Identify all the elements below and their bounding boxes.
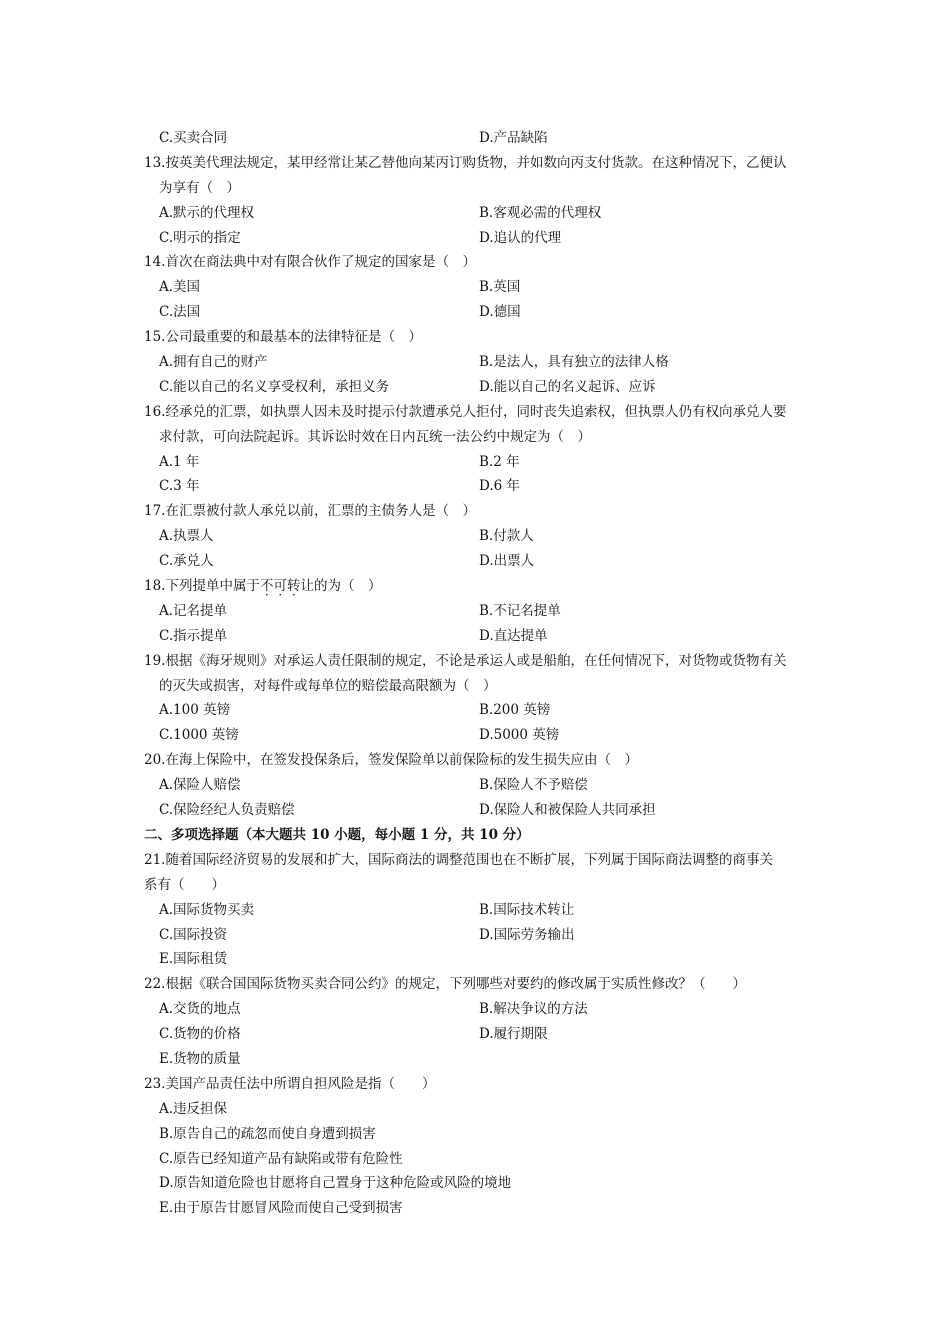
option-d: D.5000 英镑 <box>479 727 560 744</box>
option-b: B.解决争议的方法 <box>479 1001 588 1018</box>
q14-stem: 14.首次在商法典中对有限合伙作了规定的国家是（ ） <box>144 254 476 271</box>
option-c: C.指示提单 <box>159 627 228 644</box>
q21-options-cd <box>144 923 814 948</box>
q21-stem-cont: 系有（ ） <box>144 876 225 893</box>
option-a: A.默示的代理权 <box>159 204 255 221</box>
option-c: C.货物的价格 <box>159 1026 241 1043</box>
q20-options-cd <box>144 798 814 823</box>
option-a: A.保险人赔偿 <box>159 777 241 794</box>
q15-options-cd <box>144 375 814 400</box>
option-c: C.3 年 <box>159 478 200 495</box>
q14-options-ab <box>144 275 814 300</box>
option-b: B.原告自己的疏忽而使自身遭到损害 <box>159 1125 376 1142</box>
option-a: A.交货的地点 <box>159 1001 241 1018</box>
q19-options-ab <box>144 698 814 723</box>
option-b: B.2 年 <box>479 453 520 470</box>
q13-stem-cont: 为享有（ ） <box>159 179 240 196</box>
q13-options-cd <box>144 226 814 251</box>
q16-stem: 16.经承兑的汇票，如执票人因未及时提示付款遭承兑人拒付，同时丧失追索权，但执票人仍有权向承兑人要 <box>144 403 787 420</box>
option-d: D.直达提单 <box>479 627 548 644</box>
q14-options-cd <box>144 300 814 325</box>
option-e: E.由于原告甘愿冒风险而使自己受到损害 <box>159 1200 403 1217</box>
emphasis-char: 不 <box>259 578 274 595</box>
emphasis-char: 可 <box>273 578 287 595</box>
q18-options-cd <box>144 624 814 649</box>
option-b: B.英国 <box>479 279 521 296</box>
option-c: C.1000 英镑 <box>159 727 239 744</box>
q22-options-cd <box>144 1022 814 1047</box>
option-d: D.能以自己的名义起诉、应诉 <box>479 378 656 395</box>
exam-page <box>144 126 814 1221</box>
option-a: A.记名提单 <box>159 602 228 619</box>
option-c: C.法国 <box>159 304 201 321</box>
option-c: C.国际投资 <box>159 926 228 943</box>
option-d: D.履行期限 <box>479 1026 548 1043</box>
q13-stem: 13.按英美代理法规定，某甲经常让某乙替他向某丙订购货物，并如数向丙支付货款。在这种情况下，乙便认 <box>144 154 787 171</box>
q17-options-cd <box>144 549 814 574</box>
q18-stem-post: 让的为（ ） <box>300 578 382 595</box>
option-b: B.200 英镑 <box>479 702 551 719</box>
option-e: E.国际租赁 <box>159 951 228 968</box>
q15-stem: 15.公司最重要的和最基本的法律特征是（ ） <box>144 329 422 346</box>
q20-options-ab <box>144 773 814 798</box>
option-b: B.客观必需的代理权 <box>479 204 602 221</box>
q21-stem: 21.随着国际经济贸易的发展和扩大，国际商法的调整范围也在不断扩展，下列属于国际商法调整的商事关 <box>144 851 773 868</box>
option-d: D.德国 <box>479 304 521 321</box>
option-d: D.国际劳务输出 <box>479 926 575 943</box>
option-b: B.国际技术转让 <box>479 901 575 918</box>
option-a: A.100 英镑 <box>159 702 231 719</box>
q17-stem: 17.在汇票被付款人承兑以前，汇票的主债务人是（ ） <box>144 503 476 520</box>
option-c: C.原告已经知道产品有缺陷或带有危险性 <box>159 1150 403 1167</box>
option-a: A.违反担保 <box>159 1100 228 1117</box>
option-b: B.付款人 <box>479 528 534 545</box>
q16-options-ab <box>144 450 814 475</box>
option-d: D.原告知道危险也甘愿将自己置身于这种危险或风险的境地 <box>159 1175 512 1192</box>
option-d: D.产品缺陷 <box>479 130 548 146</box>
q22-stem: 22.根据《联合国国际货物买卖合同公约》的规定，下列哪些对要约的修改属于实质性修改？（ ） <box>144 976 746 993</box>
q18-options-ab <box>144 599 814 624</box>
q19-options-cd <box>144 723 814 748</box>
q15-options-ab <box>144 350 814 375</box>
q16-stem-cont: 求付款，可向法院起诉。其诉讼时效在日内瓦统一法公约中规定为（ ） <box>159 428 591 445</box>
option-c: C.承兑人 <box>159 553 214 570</box>
option-c: C.明示的指定 <box>159 229 241 246</box>
option-a: A.美国 <box>159 279 201 296</box>
option-a: A.拥有自己的财产 <box>159 354 268 371</box>
q20-stem: 20.在海上保险中，在签发投保条后，签发保险单以前保险标的发生损失应由（ ） <box>144 752 638 769</box>
q19-stem-cont: 的灭失或损害，对每件或每单位的赔偿最高限额为（ ） <box>159 677 497 694</box>
option-d: D.追认的代理 <box>479 229 562 246</box>
option-e: E.货物的质量 <box>159 1050 241 1067</box>
q19-stem: 19.根据《海牙规则》对承运人责任限制的规定，不论是承运人或是船舶，在任何情况下，对货物或货物有关 <box>144 652 787 669</box>
option-a: A.执票人 <box>159 528 214 545</box>
option-a: A.1 年 <box>159 453 200 470</box>
option-d: D.出票人 <box>479 553 535 570</box>
option-d: D.6 年 <box>479 478 521 495</box>
option-d: D.保险人和被保险人共同承担 <box>479 802 656 819</box>
option-c: C.能以自己的名义享受权利，承担义务 <box>159 378 390 395</box>
q17-options-ab <box>144 524 814 549</box>
q21-options-ab <box>144 898 814 923</box>
q18-stem-pre: 18.下列提单中属于 <box>144 578 260 595</box>
emphasis-char: 转 <box>286 578 301 595</box>
option-b: B.是法人，具有独立的法律人格 <box>479 354 669 371</box>
section-heading: 二、多项选择题（本大题共 10 小题，每小题 1 分，共 10 分） <box>144 826 530 843</box>
q12-options-cd <box>144 126 814 151</box>
q22-options-ab <box>144 997 814 1022</box>
q16-options-cd <box>144 474 814 499</box>
option-c: C.保险经纪人负责赔偿 <box>159 802 295 819</box>
option-c: C.买卖合同 <box>159 130 228 146</box>
option-b: B.不记名提单 <box>479 602 561 619</box>
option-b: B.保险人不予赔偿 <box>479 777 588 794</box>
q18-stem <box>144 574 814 599</box>
option-a: A.国际货物买卖 <box>159 901 255 918</box>
q13-options-ab <box>144 201 814 226</box>
q23-stem: 23.美国产品责任法中所谓自担风险是指（ ） <box>144 1075 436 1092</box>
